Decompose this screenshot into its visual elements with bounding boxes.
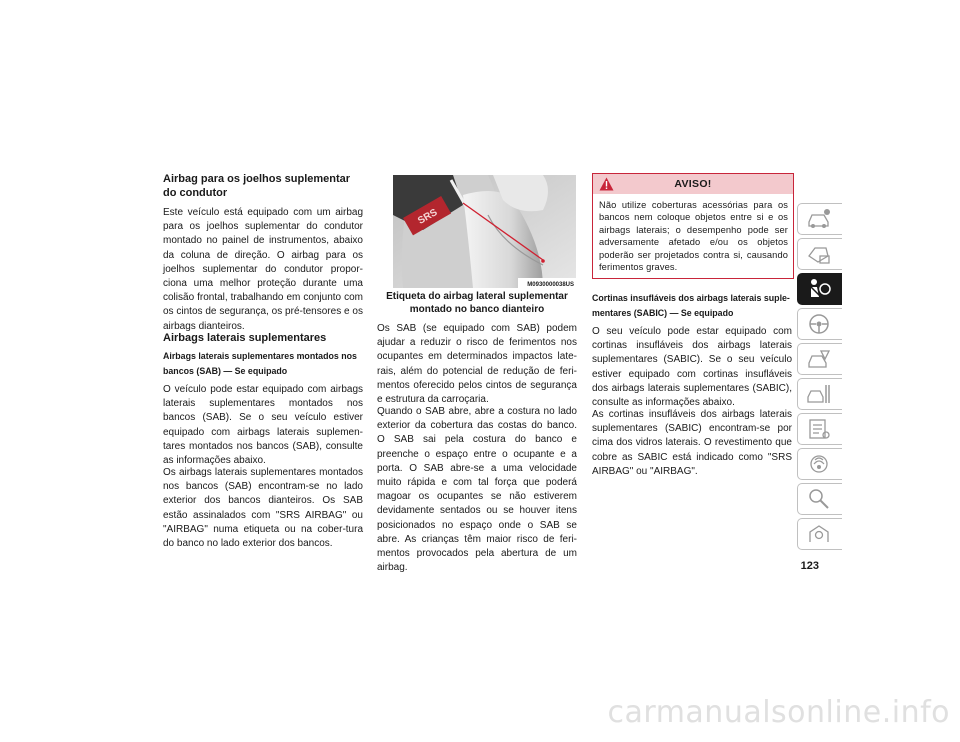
paragraph-sabic-location: As cortinas insufláveis dos airbags laterais suplementares (SABIC) encontram-se por cima dos vidros laterais. O revestimento que cobre as SABIC está indicado como "SRS AIRBAG" ou "AIRBAG". [592, 409, 792, 477]
figure-caption: Etiqueta do airbag lateral suplementar montado no banco dianteiro [386, 291, 568, 315]
chapter-tab-driving[interactable] [797, 308, 842, 340]
chapter-tab-servicing[interactable] [797, 378, 842, 410]
chapter-tab-specifications[interactable] [797, 413, 842, 445]
paragraph-knee-airbag: Este veículo está equipado com um airbag para os joelhos suplementar do condutor montado no painel de instrumentos, abaixo da coluna de direção. O airbag para os joelhos suplementar do condutor propor-ciona uma melhor proteção durante uma colisão frontal, trabalhando em conjunto com os cintos de segurança, os pré-tensores e os airbags dianteiros. [163, 207, 363, 332]
paragraph-sab-location: Os airbags laterais suplementares montados nos bancos (SAB) encontram-se no lado exterior dos bancos dianteiros. Os SAB estão assinalados com "SRS AIRBAG" ou "AIRBAG" numa etiqueta ou na cober-tura do banco no lado exterior dos bancos. [163, 467, 363, 550]
figure-code: M0930000038US [527, 282, 574, 288]
paragraph-sab-equipped: O veículo pode estar equipado com airbags laterais suplementares montados nos bancos (SAB). Se o seu veículo estiver equipado com airbags laterais suplemen-tares montados nos bancos (SAB), consulte as informações abaixo. [163, 384, 363, 467]
dashboard-lights-icon [806, 242, 832, 266]
chapter-tab-index[interactable] [797, 483, 842, 515]
chapter-tab-emergency[interactable] [797, 343, 842, 375]
chapter-tab-multimedia[interactable] [797, 448, 842, 480]
heading-knee-airbag: Airbag para os joelhos suplementar do condutor [163, 173, 351, 199]
seat-airbag-label-photo [393, 175, 576, 288]
heading-side-airbags: Airbags laterais suplementares [163, 332, 327, 344]
multimedia-icon [806, 452, 832, 476]
specifications-list-icon [806, 417, 832, 441]
warning-box [592, 173, 794, 279]
service-tools-icon [806, 382, 832, 406]
warning-text: Não utilize coberturas acessórias para os bancos nem coloque objetos entre si e os airbags laterais; o desempenho pode ser adversamente afetado e/ou os objetos poderão ser projetados contra si, causando ferimentos graves. [599, 200, 788, 273]
chapter-tab-vehicle-intro[interactable] [797, 203, 842, 235]
seat-illustration [393, 175, 576, 288]
vehicle-info-icon [806, 207, 832, 231]
chapter-tab-dashboard[interactable] [797, 238, 842, 270]
customer-assistance-icon [806, 522, 832, 546]
emergency-car-icon [806, 347, 832, 371]
seatbelt-airbag-icon [806, 277, 832, 301]
warning-header [593, 174, 793, 194]
magnifier-icon [806, 487, 832, 511]
srs-airbag-label-text: SRS [416, 207, 440, 227]
warning-triangle-icon [599, 177, 614, 191]
steering-wheel-icon [806, 312, 832, 336]
subheading-sabic: Cortinas insufláveis dos airbags laterais suple-mentares (SABIC) — Se equipado [592, 293, 790, 319]
paragraph-sabic-equipped: O seu veículo pode estar equipado com cortinas insufláveis dos airbags laterais suplementares (SABIC). Se o seu veículo estiver equipado com cortinas insufláveis dos airbags laterais suplementares (SABIC), consulte as informações abaixo. [592, 326, 792, 409]
chapter-tab-safety[interactable] [797, 273, 842, 305]
paragraph-sab-deploy: Quando o SAB abre, abre a costura no lado exterior da cobertura das costas do banco. O SAB sai pela costura do banco e preenche o espaço entre o ocupante e a porta. O SAB abre-se a uma velocidade muito rápida e com tal força que poderá magoar os ocupantes se não estiverem devidamente sentados ou se houver itens posicionados no espaço onde o SAB se abre. As crianças têm maior risco de feri-mentos provocados pela abertura de um airbag. [377, 406, 577, 574]
page-number: 123 [800, 560, 819, 572]
chapter-tab-customer-assistance[interactable] [797, 518, 842, 550]
warning-title: AVISO! [674, 178, 712, 190]
paragraph-sab-benefit: Os SAB (se equipado com SAB) podem ajudar a reduzir o risco de ferimentos nos ocupantes em determinados impactos late-rais, além do potencial de redução de feri-mentos oferecido pelos cintos de segurança e estrutura da carroçaria. [377, 323, 577, 406]
watermark: carmanualsonline.info [607, 695, 950, 730]
subheading-sab: Airbags laterais suplementares montados nos bancos (SAB) — Se equipado [163, 351, 357, 377]
